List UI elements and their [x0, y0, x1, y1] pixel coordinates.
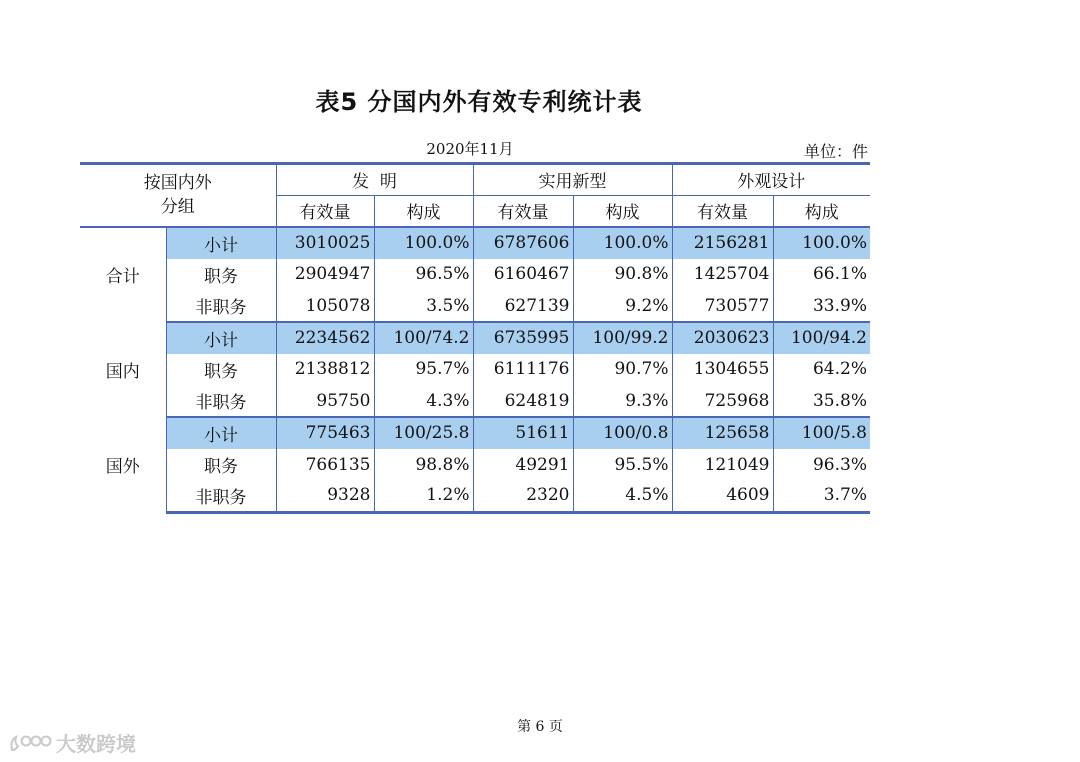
table-cell: 4.5%: [573, 480, 672, 512]
table-cell: 3.7%: [773, 480, 870, 512]
table-cell: 4.3%: [374, 385, 473, 417]
subheader-cell: 有效量: [473, 195, 573, 227]
table-cell: 9.2%: [573, 290, 672, 322]
table-cell: 125658: [672, 417, 773, 449]
unit-label: 单位：件: [803, 142, 868, 161]
table-cell: 51611: [473, 417, 573, 449]
table-cell: 96.5%: [374, 259, 473, 291]
table-cell: 2138812: [276, 354, 374, 386]
table-cell: 64.2%: [812, 359, 867, 380]
table-row: [80, 322, 870, 354]
watermark: [8, 728, 136, 757]
row-label: 小计: [166, 227, 276, 259]
table-cell: 105078: [276, 290, 374, 322]
table-cell: 100/5.8: [773, 417, 870, 449]
row-label: 小计: [166, 417, 276, 449]
table-cell: 1304655: [672, 354, 773, 386]
row-label: 非职务: [166, 480, 276, 512]
table-cell: 100/74.2: [374, 322, 473, 354]
table-cell: 766135: [276, 449, 374, 481]
table-cell: 100/25.8: [374, 417, 473, 449]
table-cell: 2234562: [276, 322, 374, 354]
patent-statistics-table: [80, 162, 870, 514]
table-cell: 624819: [473, 385, 573, 417]
table-row: [80, 449, 870, 481]
table-cell: 35.8%: [773, 385, 870, 417]
corner-header: [80, 164, 276, 227]
table-cell: 90.7%: [573, 354, 672, 386]
table-cell: 1.2%: [374, 480, 473, 512]
table-cell: 6111176: [473, 354, 573, 386]
table-cell: 2156281: [672, 227, 773, 259]
block-domestic: [80, 322, 870, 417]
subheader-cell: 构成: [374, 195, 473, 227]
subheader-cell: 有效量: [672, 195, 773, 227]
subheader-cell: 构成: [773, 195, 870, 227]
table-row: [80, 259, 870, 291]
table-cell: 1425704: [672, 259, 773, 291]
block-foreign: [80, 417, 870, 512]
table-cell: 9328: [276, 480, 374, 512]
table-cell: 9.3%: [573, 385, 672, 417]
row-label: 职务: [166, 259, 276, 291]
table-row: [80, 227, 870, 259]
row-label: 职务: [166, 449, 276, 481]
table-cell: 730577: [672, 290, 773, 322]
table-cell: 725968: [672, 385, 773, 417]
table-cell: 96.3%: [812, 454, 867, 475]
row-group-label: 国内: [80, 322, 166, 417]
table-cell: 100.0%: [773, 227, 870, 259]
subheader-cell: 有效量: [276, 195, 374, 227]
table-cell: 6160467: [473, 259, 573, 291]
table-cell: 95750: [276, 385, 374, 417]
table-cell: 66.1%: [812, 264, 867, 285]
page-number: 第 6 页: [517, 719, 563, 735]
table-cell: 3010025: [276, 227, 374, 259]
table-cell: 95.7%: [374, 354, 473, 386]
table-cell: 2030623: [672, 322, 773, 354]
group-header-invention: 发 明: [276, 164, 473, 196]
watermark-logo-icon: [8, 732, 52, 754]
report-date: 2020年11月: [426, 140, 514, 158]
row-label: 职务: [166, 354, 276, 386]
table-row: [80, 417, 870, 449]
table-cell: 100.0%: [374, 227, 473, 259]
row-label: 小计: [166, 322, 276, 354]
table-cell: 121049: [672, 449, 773, 481]
group-header-design: 外观设计: [672, 164, 870, 196]
table-cell: 49291: [473, 449, 573, 481]
table-cell: 3.5%: [374, 290, 473, 322]
table-title: 表5 分国内外有效专利统计表: [315, 88, 643, 116]
table-cell: 6735995: [473, 322, 573, 354]
table-row: [80, 290, 870, 322]
table-cell: 98.8%: [374, 449, 473, 481]
table-cell: 100/99.2: [573, 322, 672, 354]
table-cell: 90.8%: [573, 259, 672, 291]
corner-header-line1: 按国内外: [143, 173, 212, 194]
watermark-text: 大数跨境: [56, 732, 136, 756]
table-cell: 2320: [473, 480, 573, 512]
corner-header-line2: 分组: [160, 197, 195, 218]
table-cell: 4609: [672, 480, 773, 512]
block-total: [80, 227, 870, 322]
table-cell: 100/94.2: [773, 322, 870, 354]
group-header-utility-model: 实用新型: [473, 164, 672, 196]
table-cell: 775463: [276, 417, 374, 449]
table-cell: 95.5%: [573, 449, 672, 481]
table-cell: 100.0%: [573, 227, 672, 259]
row-group-label: 国外: [80, 417, 166, 512]
table-cell: 100/0.8: [573, 417, 672, 449]
table-cell: 33.9%: [773, 290, 870, 322]
row-group-label: 合计: [80, 227, 166, 322]
row-label: 非职务: [166, 385, 276, 417]
subheader-cell: 构成: [573, 195, 672, 227]
table-row: [80, 354, 870, 386]
table-row: [80, 480, 870, 512]
table-row: [80, 385, 870, 417]
table-cell: 627139: [473, 290, 573, 322]
table-cell: 2904947: [276, 259, 374, 291]
table-cell: 6787606: [473, 227, 573, 259]
row-label: 非职务: [166, 290, 276, 322]
